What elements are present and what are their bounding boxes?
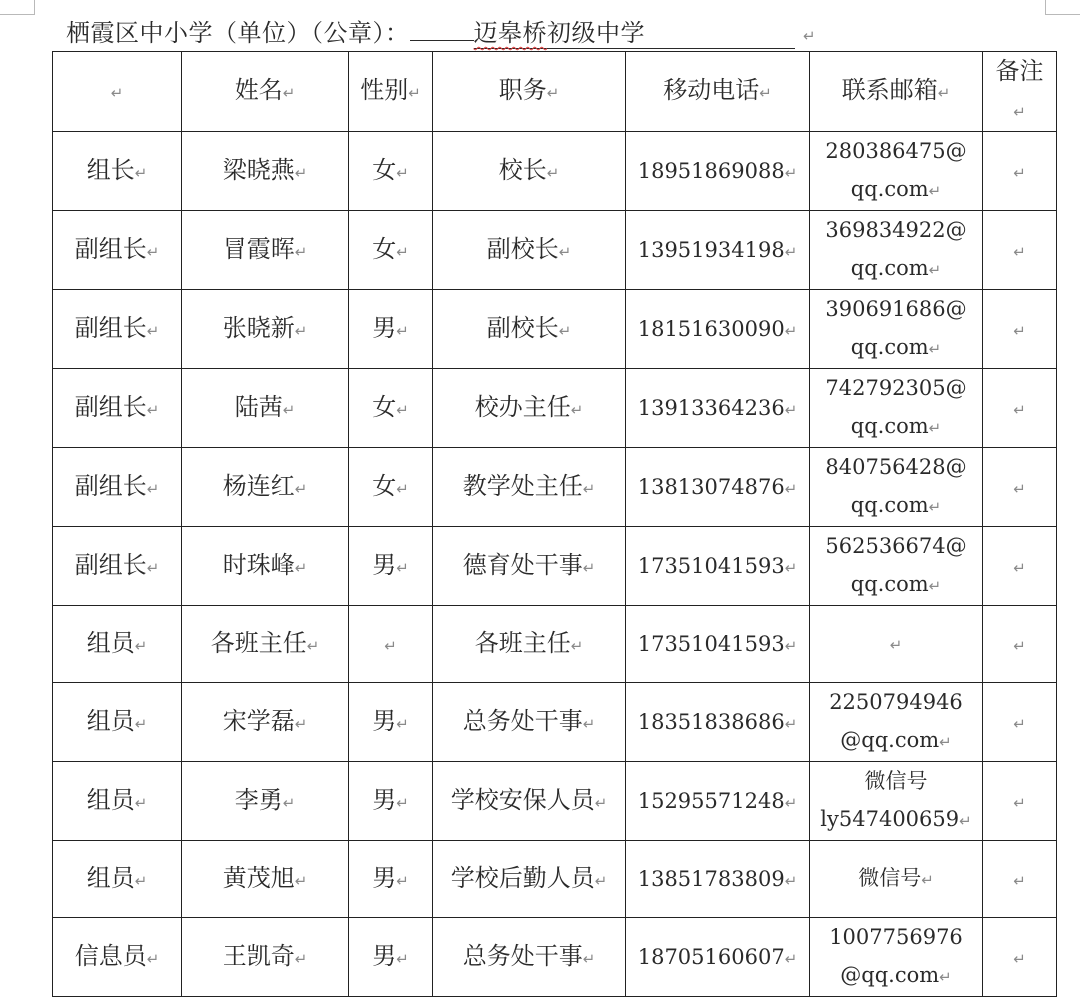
cell-end-mark-icon: ↵ [570, 400, 584, 419]
email-line-1: 1007756976 [829, 925, 963, 949]
cell-end-mark-icon: ↵ [1013, 321, 1026, 340]
header-cell-role [53, 52, 182, 132]
cell-end-mark-icon: ↵ [294, 321, 308, 340]
email-line-2: qq.com [850, 335, 929, 359]
cell-end-mark-icon: ↵ [582, 558, 596, 577]
name-cell: 各班主任↵ [182, 606, 349, 683]
cell-end-mark-icon: ↵ [134, 714, 148, 733]
cell-end-mark-icon: ↵ [146, 321, 160, 340]
gender-cell: 女↵ [349, 448, 433, 527]
gender-cell: 男↵ [349, 918, 433, 997]
cell-end-mark-icon: ↵ [396, 871, 409, 890]
cell-end-mark-icon: ↵ [889, 636, 903, 654]
remark-cell [983, 527, 1057, 606]
email-line-2: @qq.com [840, 728, 940, 752]
cell-end-mark-icon: ↵ [282, 400, 296, 419]
table-row [53, 290, 1057, 369]
cell-end-mark-icon: ↵ [759, 84, 772, 102]
email-line-2: qq.com [850, 572, 929, 596]
gender-cell: 女↵ [349, 369, 433, 448]
phone-cell: 18151630090↵ [626, 290, 810, 369]
name-cell: 梁晓燕↵ [182, 132, 349, 211]
cell-end-mark-icon: ↵ [1013, 242, 1026, 261]
cell-end-mark-icon: ↵ [134, 793, 148, 812]
remark-cell [983, 606, 1057, 683]
email-cell [810, 290, 983, 369]
cell-end-mark-icon: ↵ [937, 84, 951, 102]
role-cell: 组员↵ [53, 762, 182, 841]
gender-cell: 男↵ [349, 290, 433, 369]
cell-end-mark-icon: ↵ [1013, 949, 1026, 968]
position-cell: 副校长↵ [433, 211, 626, 290]
email-line-1: 840756428@ [825, 455, 967, 479]
cell-end-mark-icon: ↵ [784, 949, 798, 968]
cell-end-mark-icon: ↵ [396, 242, 409, 261]
cell-end-mark-icon: ↵ [294, 949, 308, 968]
cell-end-mark-icon: ↵ [928, 419, 942, 437]
header-cell-position: 职务↵ [433, 52, 626, 132]
email-line-1: 562536674@ [825, 534, 967, 558]
cell-end-mark-icon: ↵ [294, 479, 308, 498]
cell-end-mark-icon: ↵ [146, 479, 160, 498]
cell-end-mark-icon: ↵ [784, 714, 798, 733]
cell-end-mark-icon: ↵ [294, 242, 308, 261]
email-line-1: 微信号 [864, 769, 928, 793]
table-row [53, 918, 1057, 997]
remark-cell [983, 762, 1057, 841]
gender-cell: 男↵ [349, 527, 433, 606]
email-line-2: qq.com [850, 493, 929, 517]
role-cell: 组员↵ [53, 606, 182, 683]
cell-end-mark-icon: ↵ [282, 84, 296, 102]
remark-cell [983, 132, 1057, 211]
name-cell: 黄茂旭↵ [182, 841, 349, 918]
table-row [53, 683, 1057, 762]
cell-end-mark-icon: ↵ [1013, 479, 1026, 498]
role-cell: 副组长↵ [53, 211, 182, 290]
cell-end-mark-icon: ↵ [959, 812, 972, 830]
position-cell: 总务处干事↵ [433, 918, 626, 997]
email-line-1: 2250794946 [829, 690, 963, 714]
cell-end-mark-icon: ↵ [582, 714, 596, 733]
phone-cell: 17351041593↵ [626, 527, 810, 606]
gender-cell: 男↵ [349, 762, 433, 841]
phone-cell: 17351041593↵ [626, 606, 810, 683]
cell-end-mark-icon: ↵ [928, 577, 942, 595]
email-cell [810, 132, 983, 211]
cell-end-mark-icon: ↵ [939, 968, 952, 986]
crop-mark-top-left [0, 0, 35, 15]
email-cell [810, 918, 983, 997]
cell-end-mark-icon: ↵ [928, 182, 942, 200]
position-cell: 校长↵ [433, 132, 626, 211]
email-line-1: 280386475@ [825, 139, 967, 163]
email-cell [810, 606, 983, 683]
cell-end-mark-icon: ↵ [396, 558, 409, 577]
cell-end-mark-icon: ↵ [582, 949, 596, 968]
cell-end-mark-icon: ↵ [784, 400, 798, 419]
remark-cell [983, 211, 1057, 290]
paragraph-mark-icon: ↵ [803, 27, 817, 45]
email-line-2: qq.com [850, 177, 929, 201]
email-line-2: qq.com [850, 256, 929, 280]
email-cell [810, 211, 983, 290]
cell-end-mark-icon: ↵ [134, 163, 148, 182]
remark-cell [983, 448, 1057, 527]
cell-end-mark-icon: ↵ [928, 498, 942, 516]
table-row [53, 527, 1057, 606]
cell-end-mark-icon: ↵ [558, 321, 572, 340]
table-header-row [53, 52, 1057, 132]
phone-cell: 13813074876↵ [626, 448, 810, 527]
table-row [53, 211, 1057, 290]
name-cell: 陆茜↵ [182, 369, 349, 448]
table-row [53, 369, 1057, 448]
cell-end-mark-icon: ↵ [1013, 871, 1026, 890]
table-row [53, 606, 1057, 683]
position-cell: 德育处干事↵ [433, 527, 626, 606]
gender-cell [349, 606, 433, 683]
phone-cell: 15295571248↵ [626, 762, 810, 841]
cell-end-mark-icon: ↵ [582, 479, 596, 498]
table-row [53, 132, 1057, 211]
cell-end-mark-icon: ↵ [1013, 793, 1026, 812]
header-cell-gender: 性别↵ [349, 52, 433, 132]
cell-end-mark-icon: ↵ [396, 400, 409, 419]
remark-cell [983, 369, 1057, 448]
phone-cell: 13951934198↵ [626, 211, 810, 290]
heading-blank-underline [410, 40, 474, 41]
cell-end-mark-icon: ↵ [784, 242, 798, 261]
header-cell-phone: 移动电话↵ [626, 52, 810, 132]
cell-end-mark-icon: ↵ [784, 871, 798, 890]
table-row [53, 841, 1057, 918]
email-cell [810, 448, 983, 527]
contact-roster-table [52, 51, 1057, 997]
cell-end-mark-icon: ↵ [1013, 400, 1026, 419]
remark-cell [983, 683, 1057, 762]
role-cell: 信息员↵ [53, 918, 182, 997]
email-cell [810, 369, 983, 448]
cell-end-mark-icon: ↵ [396, 479, 409, 498]
cell-end-mark-icon: ↵ [146, 949, 160, 968]
email-line-1: 742792305@ [825, 376, 967, 400]
gender-cell: 男↵ [349, 683, 433, 762]
position-cell: 学校后勤人员↵ [433, 841, 626, 918]
role-cell: 组员↵ [53, 841, 182, 918]
cell-end-mark-icon: ↵ [784, 321, 798, 340]
remark-cell [983, 918, 1057, 997]
cell-end-mark-icon: ↵ [1013, 163, 1026, 182]
role-cell: 组员↵ [53, 683, 182, 762]
cell-end-mark-icon: ↵ [594, 871, 608, 890]
heading-label: 栖霞区中小学（单位）（公章）： [66, 19, 410, 47]
role-cell: 组长↵ [53, 132, 182, 211]
email-cell [810, 841, 983, 918]
table-row [53, 762, 1057, 841]
email-cell [810, 683, 983, 762]
cell-end-mark-icon: ↵ [928, 340, 942, 358]
position-cell: 副校长↵ [433, 290, 626, 369]
cell-end-mark-icon: ↵ [282, 793, 296, 812]
school-name-rest: 初级中学 [547, 19, 645, 47]
phone-cell: 13913364236↵ [626, 369, 810, 448]
position-cell: 各班主任↵ [433, 606, 626, 683]
crop-mark-top-right [1045, 0, 1080, 15]
cell-end-mark-icon: ↵ [294, 558, 308, 577]
cell-end-mark-icon: ↵ [1013, 714, 1026, 733]
name-cell: 宋学磊↵ [182, 683, 349, 762]
cell-end-mark-icon: ↵ [384, 636, 397, 655]
email-line-1: 微信号 [858, 866, 922, 890]
cell-end-mark-icon: ↵ [146, 242, 160, 261]
phone-cell: 18351838686↵ [626, 683, 810, 762]
cell-end-mark-icon: ↵ [294, 871, 308, 890]
role-cell: 副组长↵ [53, 448, 182, 527]
cell-end-mark-icon: ↵ [396, 321, 409, 340]
remark-cell [983, 841, 1057, 918]
cell-end-mark-icon: ↵ [396, 949, 409, 968]
email-line-2: ly547400659 [820, 807, 960, 831]
cell-end-mark-icon: ↵ [134, 636, 148, 655]
cell-end-mark-icon: ↵ [939, 733, 952, 751]
school-name-field [474, 18, 796, 49]
cell-end-mark-icon: ↵ [546, 84, 560, 102]
name-cell: 王凯奇↵ [182, 918, 349, 997]
gender-cell: 女↵ [349, 211, 433, 290]
name-cell: 李勇↵ [182, 762, 349, 841]
cell-end-mark-icon: ↵ [146, 558, 160, 577]
email-line-1: 369834922@ [825, 218, 967, 242]
cell-end-mark-icon: ↵ [396, 714, 409, 733]
cell-end-mark-icon: ↵ [396, 163, 409, 182]
document-heading [66, 14, 816, 52]
email-cell [810, 762, 983, 841]
role-cell: 副组长↵ [53, 527, 182, 606]
header-cell-email: 联系邮箱↵ [810, 52, 983, 132]
cell-end-mark-icon: ↵ [396, 793, 409, 812]
position-cell: 学校安保人员↵ [433, 762, 626, 841]
cell-end-mark-icon: ↵ [594, 793, 608, 812]
cell-end-mark-icon: ↵ [110, 84, 124, 102]
phone-cell: 18951869088↵ [626, 132, 810, 211]
cell-end-mark-icon: ↵ [134, 871, 148, 890]
cell-end-mark-icon: ↵ [146, 400, 160, 419]
cell-end-mark-icon: ↵ [294, 163, 308, 182]
position-cell: 总务处干事↵ [433, 683, 626, 762]
cell-end-mark-icon: ↵ [1013, 558, 1026, 577]
cell-end-mark-icon: ↵ [784, 558, 798, 577]
cell-end-mark-icon: ↵ [546, 163, 560, 182]
cell-end-mark-icon: ↵ [570, 636, 584, 655]
email-line-2: @qq.com [840, 963, 940, 987]
name-cell: 张晓新↵ [182, 290, 349, 369]
cell-end-mark-icon: ↵ [408, 84, 421, 102]
cell-end-mark-icon: ↵ [784, 163, 798, 182]
role-cell: 副组长↵ [53, 290, 182, 369]
phone-cell: 13851783809↵ [626, 841, 810, 918]
cell-end-mark-icon: ↵ [921, 871, 934, 889]
cell-end-mark-icon: ↵ [928, 261, 942, 279]
cell-end-mark-icon: ↵ [558, 242, 572, 261]
email-line-2: qq.com [850, 414, 929, 438]
gender-cell: 女↵ [349, 132, 433, 211]
name-cell: 时珠峰↵ [182, 527, 349, 606]
gender-cell: 男↵ [349, 841, 433, 918]
name-cell: 杨连红↵ [182, 448, 349, 527]
spellcheck-flagged-text: 迈皋桥 [473, 19, 547, 47]
position-cell: 教学处主任↵ [433, 448, 626, 527]
cell-end-mark-icon: ↵ [784, 793, 798, 812]
email-cell [810, 527, 983, 606]
table-row [53, 448, 1057, 527]
cell-end-mark-icon: ↵ [306, 636, 320, 655]
cell-end-mark-icon: ↵ [294, 714, 308, 733]
header-cell-remark: 备注↵ [983, 52, 1057, 132]
header-cell-name: 姓名↵ [182, 52, 349, 132]
phone-cell: 18705160607↵ [626, 918, 810, 997]
cell-end-mark-icon: ↵ [1013, 103, 1026, 121]
cell-end-mark-icon: ↵ [784, 636, 798, 655]
email-line-1: 390691686@ [825, 297, 967, 321]
cell-end-mark-icon: ↵ [784, 479, 798, 498]
remark-cell [983, 290, 1057, 369]
name-cell: 冒霞晖↵ [182, 211, 349, 290]
cell-end-mark-icon: ↵ [1013, 636, 1026, 655]
position-cell: 校办主任↵ [433, 369, 626, 448]
role-cell: 副组长↵ [53, 369, 182, 448]
